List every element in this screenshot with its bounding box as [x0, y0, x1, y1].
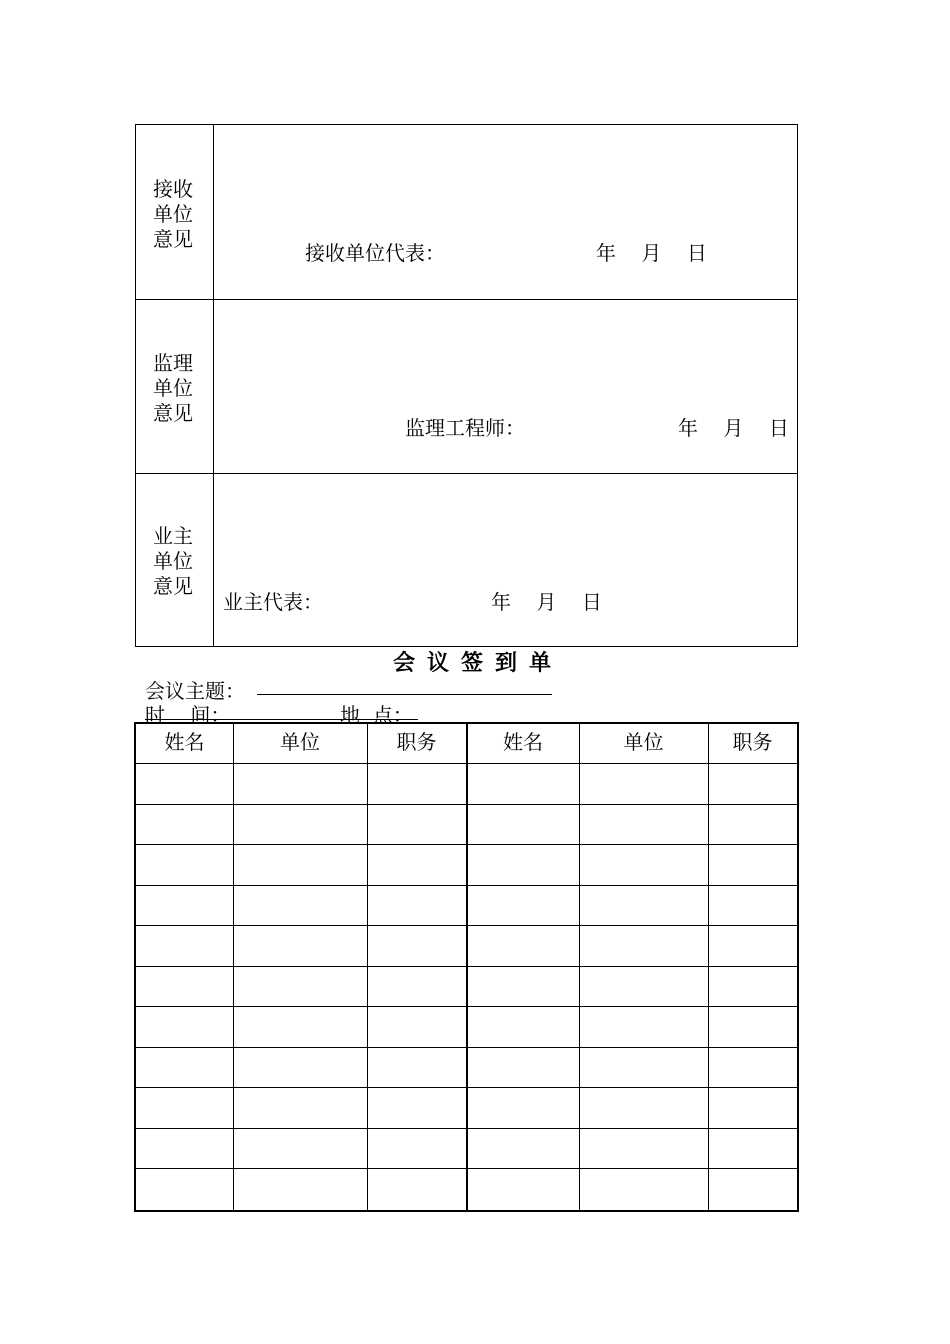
row-divider — [136, 1047, 797, 1048]
date-label: 年 月 日 — [678, 416, 789, 440]
header-unit: 单位 — [280, 730, 320, 754]
signer-label: 业主代表： — [223, 590, 323, 614]
opinion-row-receiver — [136, 125, 797, 299]
time-label: 时 间： — [145, 703, 231, 727]
label-line: 单位 — [153, 549, 193, 573]
label-line: 意见 — [153, 401, 193, 425]
place-label: 地 点： — [340, 703, 413, 727]
row-divider — [136, 763, 797, 764]
signer-label: 监理工程师： — [405, 416, 525, 440]
opinion-row-owner — [136, 473, 797, 647]
column-divider — [367, 724, 368, 1210]
header-name: 姓名 — [164, 730, 205, 754]
header-position: 职务 — [396, 730, 437, 754]
label-line: 单位 — [153, 202, 193, 226]
header-name: 姓名 — [503, 730, 543, 754]
date-label: 年 月 日 — [491, 590, 602, 614]
label-line: 单位 — [153, 376, 193, 400]
column-divider — [466, 724, 468, 1210]
label-line: 监理 — [153, 351, 193, 375]
label-line: 意见 — [153, 574, 193, 598]
signer-label: 接收单位代表： — [305, 241, 445, 265]
topic-underline — [257, 694, 552, 695]
label-line: 意见 — [153, 227, 193, 251]
opinion-table — [135, 124, 798, 647]
topic-label: 会议主题： — [145, 679, 245, 703]
opinion-label — [136, 300, 214, 473]
signin-table — [134, 722, 799, 1212]
row-divider — [136, 966, 797, 967]
opinion-row-supervisor — [136, 299, 797, 473]
column-divider — [708, 724, 709, 1210]
signin-title: 会议签到单 — [392, 651, 563, 676]
opinion-label — [136, 125, 214, 299]
row-divider — [136, 844, 797, 845]
label-line: 接收 — [153, 177, 193, 201]
column-divider — [233, 724, 234, 1210]
row-divider — [136, 925, 797, 926]
label-line: 业主 — [153, 524, 193, 548]
header-unit: 单位 — [623, 730, 664, 754]
row-divider — [136, 885, 797, 886]
row-divider — [136, 804, 797, 805]
row-divider — [136, 1168, 797, 1169]
header-position: 职务 — [732, 730, 773, 754]
date-label: 年 月 日 — [596, 241, 707, 265]
row-divider — [136, 1006, 797, 1007]
row-divider — [136, 1128, 797, 1129]
row-divider — [136, 1087, 797, 1088]
column-divider — [579, 724, 580, 1210]
opinion-label — [136, 474, 214, 647]
